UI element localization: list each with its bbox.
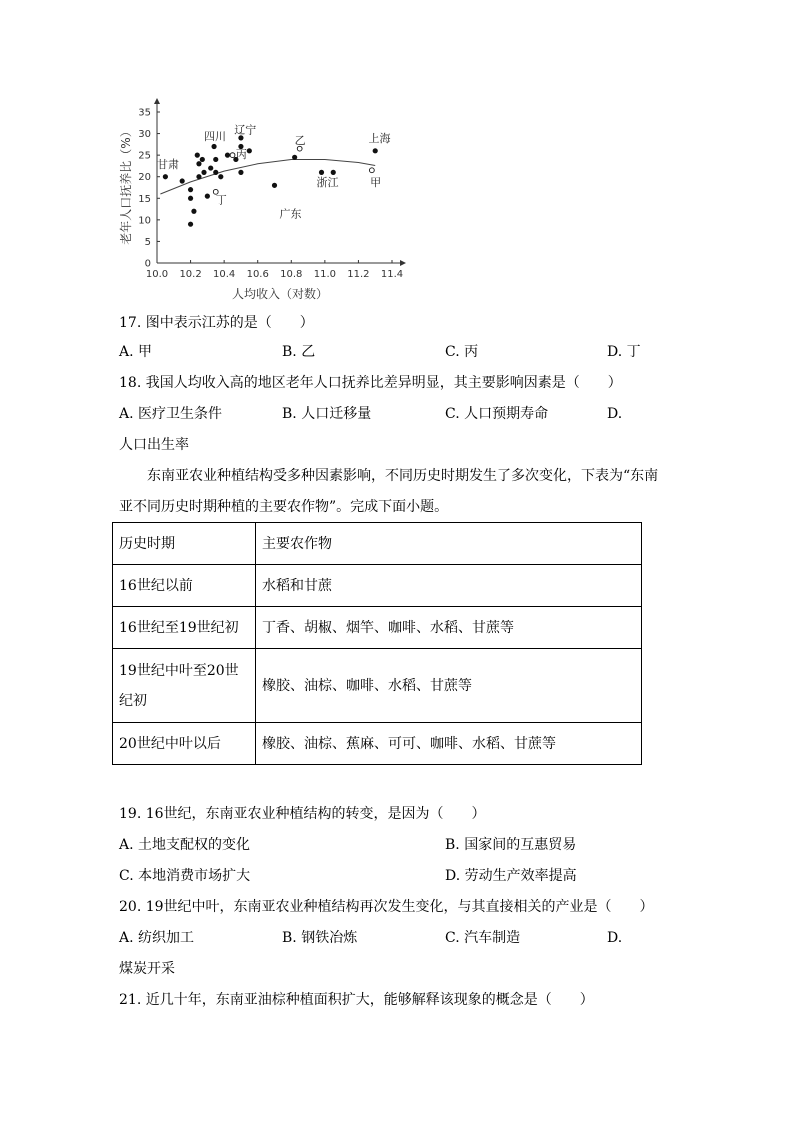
table-row [113,723,642,765]
y-tick-label: 0 [144,258,151,270]
y-tick-label: 20 [138,172,151,184]
data-point [208,165,213,170]
data-point [196,174,201,179]
q18-option-a[interactable]: A. 医疗卫生条件 [119,406,223,422]
data-point [319,170,324,175]
q17-option-b[interactable]: B. 乙 [282,344,316,360]
table-row [113,607,642,649]
y-tick-label: 10 [138,215,151,227]
y-axis-arrow [154,98,160,104]
data-point-hollow [369,168,374,173]
data-point [373,148,378,153]
q17-option-a[interactable]: A. 甲 [119,344,153,360]
table-header-row [113,523,642,565]
table-header-period: 历史时期 [113,523,256,565]
data-point [272,183,277,188]
data-point [188,196,193,201]
x-tick-label: 11.2 [347,269,370,280]
q19-option-c[interactable]: C. 本地消费市场扩大 [119,868,251,884]
table-row [113,565,642,607]
data-point [238,170,243,175]
chart-points [163,135,378,226]
point-label: 甲 [370,176,382,190]
q19-option-b[interactable]: B. 国家间的互惠贸易 [445,837,577,853]
table-cell-crops: 橡胶、油棕、蕉麻、可可、咖啡、水稻、甘蔗等 [256,723,642,765]
table-header-crops: 主要农作物 [256,523,642,565]
point-label: 辽宁 [234,123,257,137]
x-tick-label: 11.0 [313,269,336,280]
table-cell-crops: 水稻和甘蔗 [256,565,642,607]
data-point [213,170,218,175]
crops-table [112,522,642,765]
point-label: 四川 [204,130,226,144]
point-label: 丙 [235,148,247,162]
data-point-hollow [297,146,302,151]
q20-option-b[interactable]: B. 钢铁冶炼 [282,930,358,946]
q17-option-c[interactable]: C. 丙 [445,344,479,360]
q20-option-c[interactable]: C. 汽车制造 [445,930,521,946]
y-tick-label: 15 [138,193,151,205]
y-tick-label: 35 [138,107,151,119]
q18-option-c[interactable]: C. 人口预期寿命 [445,406,549,422]
data-point [331,170,336,175]
data-point [195,153,200,158]
q18-option-d[interactable]: D. [607,406,623,422]
data-point-hollow [230,153,235,158]
table-row [113,649,642,723]
point-label: 浙江 [316,176,339,190]
table-cell-period: 16世纪至19世纪初 [113,607,256,649]
data-point [200,157,205,162]
point-label: 乙 [294,133,306,147]
x-tick-label: 10.0 [145,269,169,280]
x-axis-label: 人均收入（对数） [231,287,329,301]
x-tick-label: 11.4 [380,269,404,280]
question-21-stem: 21. 近几十年，东南亚油棕种植面积扩大，能够解释该现象的概念是（ ） [119,992,594,1008]
table-cell-period: 19世纪中叶至20世纪初 [113,649,256,723]
point-label: 上海 [368,132,391,146]
intro-line-2: 亚不同历史时期种植的主要农作物”。完成下面小题。 [119,499,449,515]
data-point [163,174,168,179]
data-point [213,157,218,162]
table-cell-period: 16世纪以前 [113,565,256,607]
q19-option-a[interactable]: A. 土地支配权的变化 [119,837,251,853]
point-label: 甘肃 [157,158,179,172]
question-18-stem: 18. 我国人均收入高的地区老年人口抚养比差异明显，其主要影响因素是（ ） [119,375,622,391]
data-point [211,144,216,149]
scatter-chart [110,95,410,305]
data-point [218,174,223,179]
intro-line-1: 东南亚农业种植结构受多种因素影响，不同历史时期发生了多次变化，下表为“东南 [147,468,659,484]
data-point [191,209,196,214]
data-point [247,148,252,153]
y-tick-label: 5 [144,236,151,248]
x-axis-arrow [400,260,406,266]
x-tick-label: 10.4 [213,269,236,280]
data-point [292,155,297,160]
point-label: 丁 [215,193,227,207]
data-point [225,153,230,158]
q19-option-d[interactable]: D. 劳动生产效率提高 [445,868,577,884]
question-20-stem: 20. 19世纪中叶，东南亚农业种植结构再次发生变化，与其直接相关的产业是（ ） [119,899,654,915]
table-cell-crops: 丁香、胡椒、烟竿、咖啡、水稻、甘蔗等 [256,607,642,649]
q17-option-d[interactable]: D. 丁 [607,344,641,360]
q20-option-a[interactable]: A. 纺织加工 [119,930,195,946]
chart-ticks [138,108,403,281]
data-point [188,187,193,192]
x-tick-label: 10.8 [280,269,303,280]
data-point [180,178,185,183]
q18-option-d-text[interactable]: 人口出生率 [119,437,189,453]
y-tick-label: 25 [138,150,151,162]
question-17-stem: 17. 图中表示江苏的是（ ） [119,315,314,331]
table-cell-period: 20世纪中叶以后 [113,723,256,765]
q20-option-d[interactable]: D. [607,930,623,946]
chart-point-labels [157,124,391,221]
x-tick-label: 10.6 [246,269,269,280]
q18-option-b[interactable]: B. 人口迁移量 [282,406,372,422]
table-cell-crops: 橡胶、油棕、咖啡、水稻、甘蔗等 [256,649,642,723]
data-point [188,222,193,227]
q20-option-d-text[interactable]: 煤炭开采 [119,961,175,977]
y-axis-label: 老年人口抚养比（%） [119,125,133,245]
question-19-stem: 19. 16世纪，东南亚农业种植结构的转变，是因为（ ） [119,806,486,822]
x-tick-label: 10.2 [179,269,202,280]
data-point [196,161,201,166]
y-tick-label: 30 [138,129,151,141]
data-point [205,194,210,199]
data-point [201,170,206,175]
point-label: 广东 [279,207,302,221]
